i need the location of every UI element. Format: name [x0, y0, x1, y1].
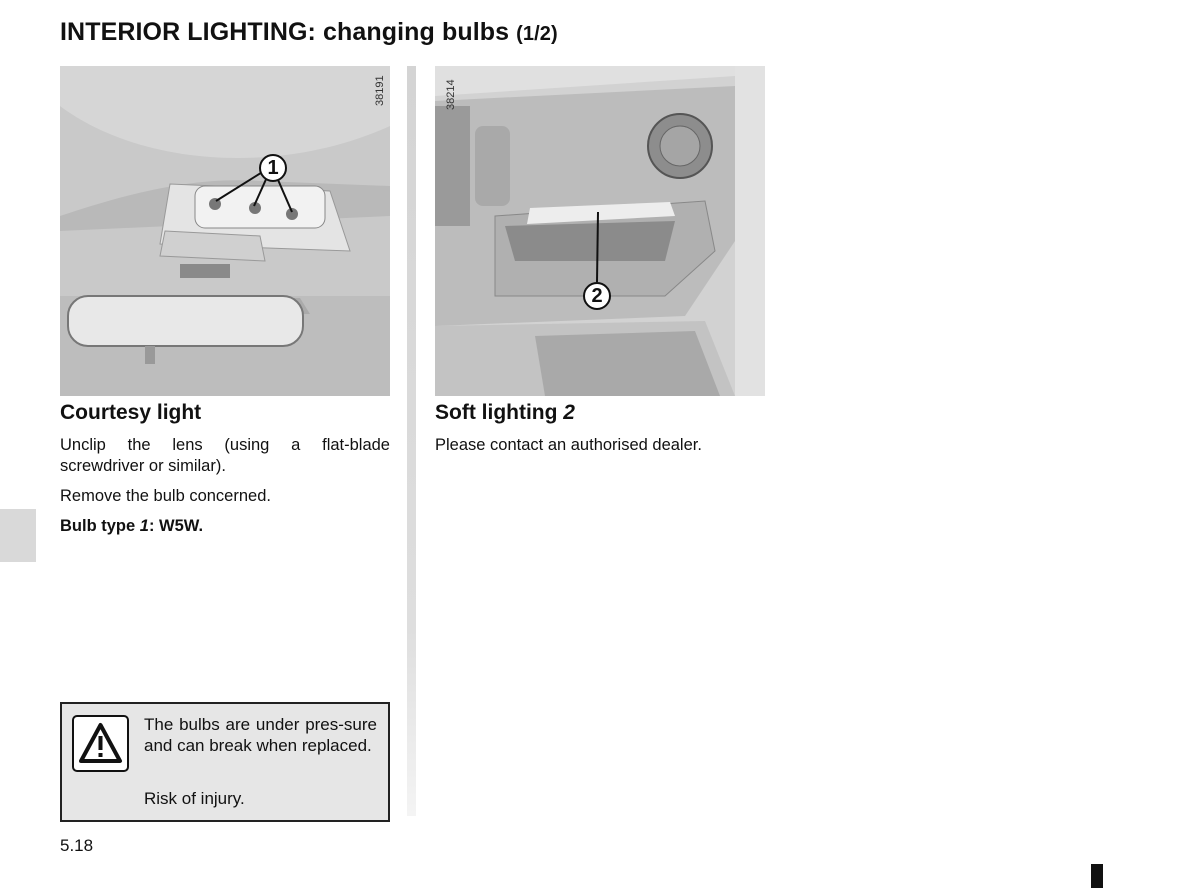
instruction-remove-bulb: Remove the bulb concerned.	[60, 487, 271, 505]
figure-reference-number: 38214	[445, 79, 457, 110]
page-title	[60, 18, 558, 47]
bulb-type-label: Bulb type	[60, 517, 140, 535]
warning-box	[60, 702, 390, 822]
instruction-contact-dealer: Please contact an authorised dealer.	[435, 436, 702, 454]
bulb-type-spec	[60, 516, 390, 537]
section-heading-courtesy-light: Courtesy light	[60, 401, 202, 424]
figure-reference-number: 38191	[374, 75, 386, 106]
warning-text-risk: Risk of injury.	[144, 789, 245, 808]
callout-marker-1: 1	[259, 154, 287, 182]
page-number: 5.18	[60, 836, 94, 855]
courtesy-light-figure	[60, 66, 390, 396]
callout-marker-2: 2	[583, 282, 611, 310]
warning-text-pressure: The bulbs are under pres-sure and can break when replaced.	[144, 715, 377, 755]
title-text: INTERIOR LIGHTING: changing bulbs	[60, 18, 510, 46]
soft-lighting-heading-text: Soft lighting	[435, 401, 564, 424]
soft-lighting-figure	[435, 66, 765, 396]
courtesy-light-illustration	[60, 66, 390, 396]
chapter-tab	[0, 509, 36, 562]
instruction-unclip-lens: Unclip the lens (using a flat-blade screwdriver or similar).	[60, 436, 390, 475]
warning-triangle-icon	[72, 715, 129, 772]
column-divider	[407, 66, 416, 816]
section-heading-soft-lighting	[435, 401, 575, 425]
bulb-type-value: : W5W.	[148, 517, 204, 535]
page-edge-marker	[1091, 864, 1103, 888]
title-page-indicator: (1/2)	[516, 23, 558, 45]
bulb-type-number: 1	[139, 517, 149, 535]
soft-lighting-illustration	[435, 66, 765, 396]
soft-lighting-heading-number: 2	[563, 401, 575, 424]
